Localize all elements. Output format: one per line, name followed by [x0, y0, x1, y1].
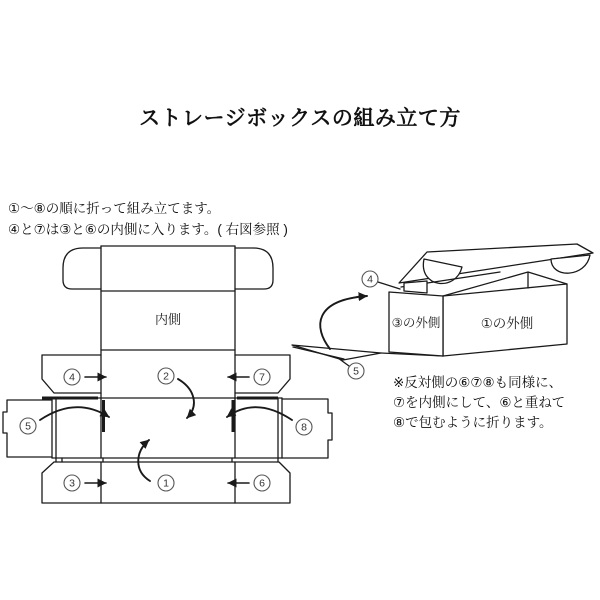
- flap4-tab: [404, 281, 427, 293]
- box-step-label-4: [362, 271, 378, 287]
- step-label-8: [296, 419, 312, 435]
- svg-text:1: 1: [163, 477, 169, 490]
- reverse-side-note: [393, 373, 565, 433]
- note-line-2: ⑦を内側にして、⑥と重ねて: [393, 395, 566, 410]
- svg-text:3: 3: [69, 477, 75, 490]
- step-label-6: [254, 475, 270, 491]
- note-line-1: ※反対側の⑥⑦⑧も同様に、: [393, 375, 563, 390]
- assembled-box-diagram: [292, 244, 593, 379]
- svg-text:5: 5: [25, 420, 31, 433]
- svg-text:8: 8: [301, 421, 307, 434]
- step-label-3: [64, 475, 80, 491]
- step-label-7: [254, 369, 270, 385]
- step-label-4: [64, 369, 80, 385]
- svg-text:4: 4: [69, 371, 75, 384]
- lid-right-ear: [235, 248, 273, 289]
- instruction-line-1: ①〜⑧の順に折って組み立てます。: [8, 201, 221, 216]
- arc-step5: [40, 407, 109, 420]
- svg-text:5: 5: [353, 365, 359, 378]
- fold-up-arrow: [320, 296, 367, 349]
- step-label-5: [20, 418, 36, 434]
- svg-text:4: 4: [367, 273, 373, 286]
- crease-double-line-right: [278, 398, 282, 458]
- note-line-3: ⑧で包むように折ります。: [393, 415, 553, 430]
- svg-text:2: 2: [163, 370, 169, 383]
- crease-double-line-left: [52, 398, 56, 458]
- instruction-line-2: ④と⑦は③と⑥の内側に入ります。( 右図参照 ): [8, 222, 288, 237]
- left-face-label: ③の外側: [391, 316, 441, 330]
- step-label-1: [158, 475, 174, 491]
- svg-text:6: 6: [259, 477, 265, 490]
- step-label-2: [158, 368, 174, 384]
- svg-text:7: 7: [259, 371, 265, 384]
- front-face-label: ①の外側: [480, 316, 534, 331]
- step4-leader-line: [378, 282, 400, 289]
- flat-template-diagram: [3, 246, 332, 503]
- box-step-label-5: [348, 363, 364, 379]
- inside-label: 内側: [154, 312, 182, 327]
- page-title: ストレージボックスの組み立て方: [139, 107, 461, 130]
- lid-left-ear: [63, 248, 101, 289]
- arc-step1: [138, 440, 150, 481]
